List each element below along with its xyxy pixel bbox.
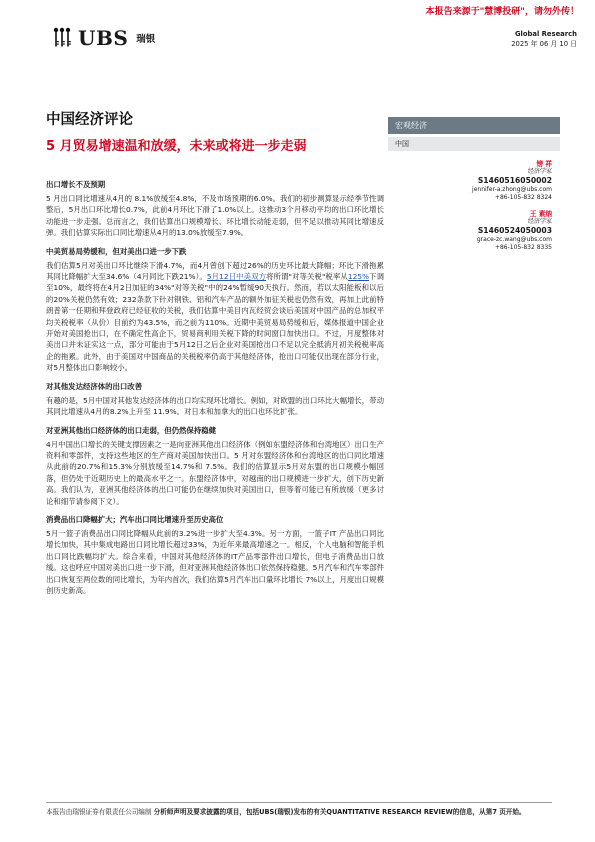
inline-text: 下调至10%，最终将在4月2日加征的34%"对等关税"中的24%暂缓90天执行。然而，若以太阳能板和以后的20%关税仍然有效；232条款下针对钢铁、铝和汽车产品的额外加征关税也仍然有效，再加上此前特朗普第一任期和拜登政府已经征收的关税，我们估算中美目内瓦经贸会谈后美国对中国产品的总加权平均关税税率（从价）目前约为43.5%，而之前为110%。近期中美贸易局势缓和后，媒体报道中国企业开始对美国抢出口，在不确定性高企下，贸易商利用关税下降的时间窗口加快出口。不过，月度整体对美出口并未证实这一点，部分可能由于5月12日之后企业对美国抢出口不足以完全抵消月初关税税率高企的拖累。此外，由于美国对中国商品的关税税率仍高于其他经济体，抢出口可能仅出现在部分行业，对5月整体出口影响较小。: [46, 272, 384, 373]
report-body: [46, 180, 384, 604]
section-paragraph: 5月一篮子消费品出口同比降幅从此前的3.2%进一步扩大至4.3%。另一方面，一篮子IT 产品出口同比增长加快，其中集成电路出口同比增长超过33%，为近年来最高增速之一。相反，个人电脑和智能手机出口同比跌幅均扩大。综合来看，中国对其他经济体的IT产品零部件出口增长，但电子消费品出口放缓。这也呼应中国对美出口进一步下滑，但对亚洲其他经济体出口依然保持稳健。5月汽车和汽车零部件出口恢复至两位数的同比增长，为年内首次，我们估算5月汽车出口量环比增长 7%以上，月度出口规模创历史新高。: [46, 528, 384, 595]
analyst-license: S1460524050003: [477, 226, 552, 235]
section-paragraph: 4月中国出口增长的关键支撑因素之一是向亚洲其他出口经济体（例如东盟经济体和台湾地区）出口生产资料和零部件，支持这些地区的生产商对美国加快出口。5 月对东盟经济体和台湾地区的出口同比增速从此前的20.7%和15.3%分别放缓至14.7%和 7.5%。我们的估算显示5月对东盟的出口规模小幅回落，但仍处于近期历史上的最高水平之一。东盟经济体中，对越南的出口规模进一步扩大，创下历史新高。我们认为，亚洲其他经济体的出口可能仍在继续加快对美国出口，但等着可能已有所放缓（更多讨论和细节请参阅下文）。: [46, 439, 384, 506]
paragraph-text: 我们估算5月对美出口环比继续下滑4.7%，而4月曾创下超过26%的历史环比最大降幅；环比下滑拖累其同比降幅扩大至34.6%（4月同比下跌21%）。: [46, 260, 384, 282]
inline-link[interactable]: 125%: [347, 272, 370, 282]
analyst-card: [428, 160, 552, 202]
topic-tag: 宏观经济: [388, 117, 560, 134]
section-heading: 中美贸易局势缓和，但对美出口进一步下跌: [46, 246, 187, 256]
section-us-exports: [46, 247, 384, 374]
footer-bold-text: 分析师声明及要求披露的项目，包括UBS(瑞银)发布的有关QUANTITATIVE RESEARCH REVIEW的信息，从第7 页开始。: [153, 808, 526, 816]
section-asia-exports: [46, 426, 384, 507]
ubs-logo: [52, 26, 155, 50]
report-meta: [511, 29, 577, 49]
section-paragraph: 5 月出口同比增速从4月的 8.1%放缓至4.8%，不及市场预期的6.0%。我们的初步测算显示经季节性调整后，5月出口环比增长0.7%，此前4月环比下滑了1.0%以上。这推动3个月移动平均的出口环比增长动能进一步走强。总而言之，我们估算出口规模增长、环比增长动能走弱，但不足以推动其同比增速反弹。我们估算实际出口同比增速从4月的13.0%放缓至7.9%。: [46, 194, 384, 238]
paragraph-rich-text: [46, 272, 384, 372]
page-subtitle: 5 月贸易增速温和放缓，未来或将进一步走弱: [46, 139, 307, 154]
analyst-card: [428, 210, 552, 252]
footer-text: 本报告由瑞银证券有限责任公司编制: [46, 808, 154, 816]
analyst-license: S1460516050002: [477, 176, 552, 185]
inline-text: 将所谓"对等关税"税率从: [266, 272, 348, 282]
analyst-name: 王 素纳: [529, 210, 552, 218]
analyst-phone: +86-105-832 8324: [494, 194, 552, 201]
section-heading: 消费品出口降幅扩大；汽车出口同比增速升至历史高位: [46, 514, 224, 524]
analyst-email[interactable]: jennifer-a.zhong@ubs.com: [472, 186, 552, 193]
page-title: 中国经济评论: [46, 112, 133, 128]
section-consumer-goods: [46, 515, 384, 596]
source-banner: 本报告来源于"慧博投研"，请勿外传！: [425, 7, 579, 17]
analyst-name: 镑 祥: [536, 160, 552, 168]
disclosure-footer: [46, 802, 552, 818]
section-export-growth: [46, 180, 384, 239]
analyst-email[interactable]: grace-zc.wang@ubs.com: [476, 236, 552, 243]
section-developed-economies: [46, 382, 384, 418]
section-paragraph: [46, 260, 384, 374]
analyst-phone: +86-105-832 8335: [494, 244, 552, 251]
brand-name: UBS: [78, 26, 129, 50]
analyst-role: 经济学家: [527, 218, 552, 225]
region-tag: 中国: [388, 137, 560, 151]
report-date: 2025 年 06 月 10 日: [511, 40, 577, 48]
report-series: Global Research: [514, 30, 577, 38]
section-heading: 对亚洲其他出口经济体的出口走弱，但仍然保持稳健: [46, 425, 216, 435]
three-keys-icon: [52, 27, 72, 49]
analyst-role: 经济学家: [527, 168, 552, 175]
inline-link[interactable]: 5月12日中美双方: [206, 272, 267, 282]
section-paragraph: 有趣的是，5月中国对其他发达经济体的出口均实现环比增长。例如，对欧盟的出口环比大幅增长，带动其同比增速从4月的8.2%上升至 11.9%。对日本和加拿大的出口也环比扩张。: [46, 395, 384, 417]
section-heading: 对其他发达经济体的出口改善: [46, 381, 143, 391]
brand-name-cn: 瑞银: [136, 34, 156, 45]
section-heading: 出口增长不及预期: [46, 180, 106, 189]
